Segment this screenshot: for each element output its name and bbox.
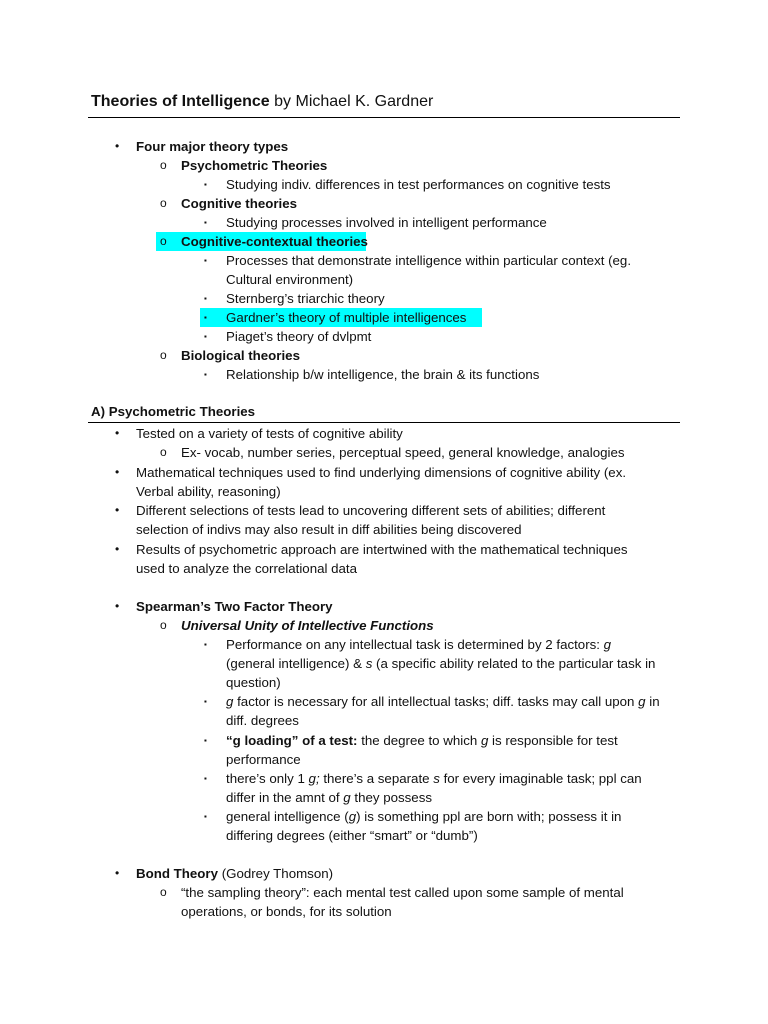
spearman-item-2a: g factor is necessary for all intellectual tasks; diff. tasks may call upon g in (226, 694, 660, 709)
section-a-point-4a: Results of psychometric approach are intertwined with the mathematical techniques (136, 542, 628, 557)
title-bold: Theories of Intelligence (91, 93, 270, 110)
bullet-marker: • (115, 465, 120, 479)
page-title (91, 93, 433, 111)
spearman-item-4b: differ in the amnt of g they possess (226, 790, 432, 805)
overview-head: Four major theory types (136, 139, 289, 154)
spearman-item-5b: differing degrees (either “smart” or “dumb”) (226, 828, 478, 843)
section-a-point-1: Tested on a variety of tests of cognitive ability (136, 426, 403, 441)
overview-contextual: Cognitive-contextual theories (181, 234, 368, 249)
circle-marker: o (160, 618, 167, 632)
circle-marker: o (160, 196, 167, 210)
overview-biological: Biological theories (181, 348, 300, 363)
section-a-point-2b: Verbal ability, reasoning) (136, 484, 281, 499)
overview-contextual-item-1a: Processes that demonstrate intelligence within particular context (eg. (226, 253, 632, 268)
section-a-point-2a: Mathematical techniques used to find underlying dimensions of cognitive ability (ex. (136, 465, 627, 480)
overview-psychometric: Psychometric Theories (181, 158, 328, 173)
bond-heading: Bond Theory (Godrey Thomson) (136, 866, 334, 881)
spearman-item-2b: diff. degrees (226, 713, 299, 728)
bullet-marker: • (115, 426, 120, 440)
bond-item-1b: operations, or bonds, for its solution (181, 904, 392, 919)
section-a-point-4b: used to analyze the correlational data (136, 561, 358, 576)
bullet-marker: • (115, 542, 120, 556)
circle-marker: o (160, 445, 167, 459)
overview-contextual-item-2: Sternberg’s triarchic theory (226, 291, 385, 306)
square-marker: ▪ (204, 774, 207, 783)
title-author: by Michael K. Gardner (269, 93, 434, 110)
circle-marker: o (160, 348, 167, 362)
circle-marker: o (160, 885, 167, 899)
spearman-item-3b: performance (226, 752, 301, 767)
spearman-item-1b: (general intelligence) & s (a specific ability related to the particular task in (226, 656, 656, 671)
square-marker: ▪ (204, 218, 207, 227)
square-marker: ▪ (204, 180, 207, 189)
section-a-heading: A) Psychometric Theories (91, 404, 256, 419)
section-a-point-3b: selection of indivs may also result in diff abilities being discovered (136, 522, 522, 537)
overview-psychometric-item: Studying indiv. differences in test performances on cognitive tests (226, 177, 611, 192)
overview-contextual-item-3: Gardner’s theory of multiple intelligences (226, 310, 467, 325)
square-marker: ▪ (204, 812, 207, 821)
spearman-item-4a: there’s only 1 g; there’s a separate s for every imaginable task; ppl can (226, 771, 642, 786)
section-a-point-3a: Different selections of tests lead to uncovering different sets of abilities; different (136, 503, 606, 518)
bond-item-1a: “the sampling theory”: each mental test called upon some sample of mental (181, 885, 624, 900)
spearman-item-5a: general intelligence (g) is something ppl are born with; possess it in (226, 809, 622, 824)
bullet-marker: • (115, 866, 120, 880)
overview-contextual-item-1b: Cultural environment) (226, 272, 354, 287)
square-marker: ▪ (204, 313, 207, 322)
bullet-marker: • (115, 503, 120, 517)
section-a-point-1-sub: Ex- vocab, number series, perceptual speed, general knowledge, analogies (181, 445, 625, 460)
bullet-marker: • (115, 599, 120, 613)
overview-cognitive: Cognitive theories (181, 196, 297, 211)
overview-biological-item: Relationship b/w intelligence, the brain & its functions (226, 367, 540, 382)
circle-marker: o (160, 234, 167, 248)
spearman-item-1a: Performance on any intellectual task is determined by 2 factors: g (226, 637, 612, 652)
overview-contextual-item-4: Piaget’s theory of dvlpmt (226, 329, 372, 344)
square-marker: ▪ (204, 256, 207, 265)
spearman-item-3a: “g loading” of a test: the degree to which g is responsible for test (226, 733, 618, 748)
spearman-subheading: Universal Unity of Intellective Functions (181, 618, 434, 633)
square-marker: ▪ (204, 370, 207, 379)
square-marker: ▪ (204, 697, 207, 706)
square-marker: ▪ (204, 736, 207, 745)
section-a-rule (88, 422, 680, 423)
title-rule (88, 117, 680, 118)
spearman-heading: Spearman’s Two Factor Theory (136, 599, 333, 614)
square-marker: ▪ (204, 332, 207, 341)
spearman-item-1c: question) (226, 675, 281, 690)
overview-cognitive-item: Studying processes involved in intelligent performance (226, 215, 547, 230)
square-marker: ▪ (204, 640, 207, 649)
square-marker: ▪ (204, 294, 207, 303)
circle-marker: o (160, 158, 167, 172)
bullet-marker: • (115, 139, 120, 153)
